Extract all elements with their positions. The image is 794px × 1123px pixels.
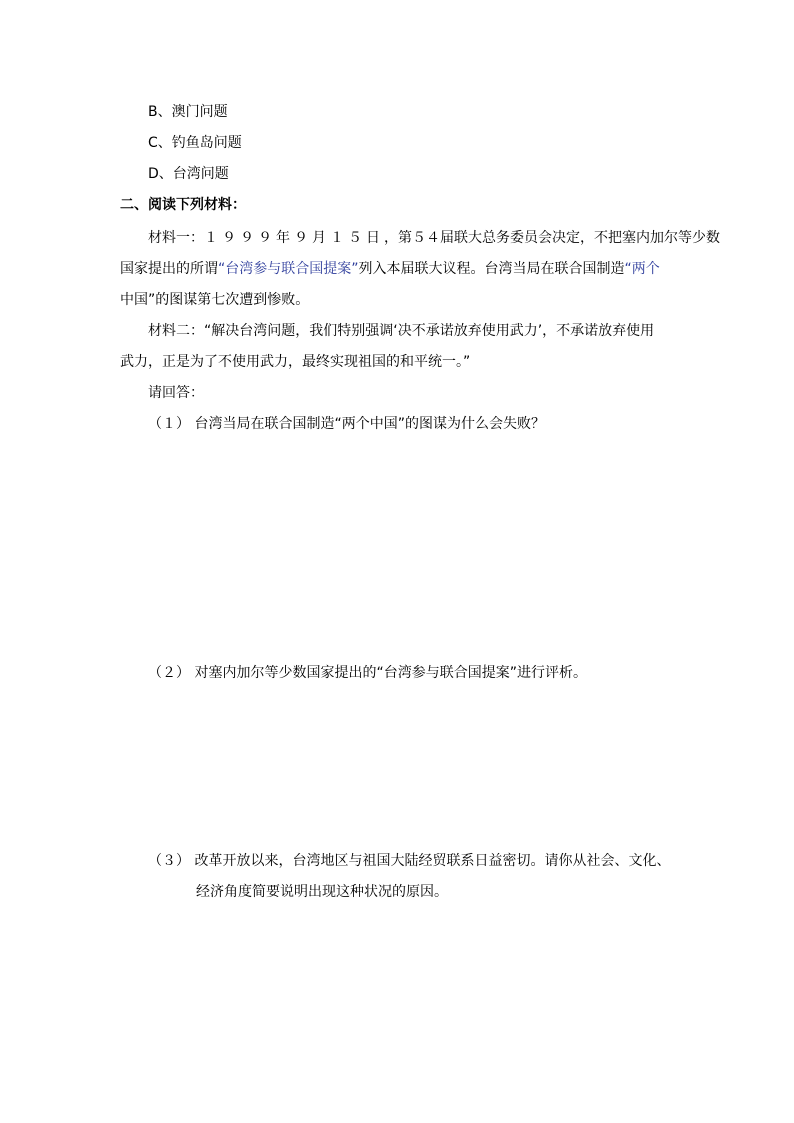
material-1-date: １９９９年９月１５日 [204,230,384,246]
option-d: D、台湾问题 [148,166,229,182]
question-2 [148,663,587,683]
answer-prompt: 请回答： [148,385,204,401]
material-1-highlight-two-chinas: “两个 [624,261,660,277]
option-c: C、钓鱼岛问题 [148,135,242,151]
question-1 [148,414,545,434]
question-2-number: （２） [148,665,190,681]
material-1-highlight-proposal: “台湾参与联合国提案” [218,261,359,277]
question-3-line-1 [148,851,670,871]
material-1-text-c: 列入本届联大议程。台湾当局在联合国制造 [358,261,625,277]
option-b: B、澳门问题 [148,104,228,120]
section-heading: 二、阅读下列材料： [120,197,246,213]
material-1-label: 材料一： [148,230,204,246]
question-3-text-line-1: 改革开放以来，台湾地区与祖国大陆经贸联系日益密切。请你从社会、文化、 [194,853,671,869]
question-2-text: 对塞内加尔等少数国家提出的“台湾参与联合国提案”进行评析。 [194,665,587,681]
question-1-number: （１） [148,416,190,432]
material-1-text-a: ，第５４届联大总务委员会决定，不把塞内加尔等少数 [384,230,720,246]
material-1-line-2 [120,259,660,279]
material-2-line-1: 材料二：“解决台湾问题，我们特别强调‘决不承诺放弃使用武力’，不承诺放弃使用 [148,323,655,339]
material-1-text-b: 国家提出的所谓 [120,261,218,277]
material-1-line-3: 中国”的图谋第七次遭到惨败。 [120,292,310,308]
question-3-number: （３） [148,853,190,869]
material-2-line-2: 武力，正是为了不使用武力，最终实现祖国的和平统一。” [120,354,471,370]
question-3-line-2: 经济角度简要说明出现这种状况的原因。 [196,884,448,900]
material-1-line-1 [148,228,720,248]
question-1-text: 台湾当局在联合国制造“两个中国”的图谋为什么会失败？ [194,416,545,432]
